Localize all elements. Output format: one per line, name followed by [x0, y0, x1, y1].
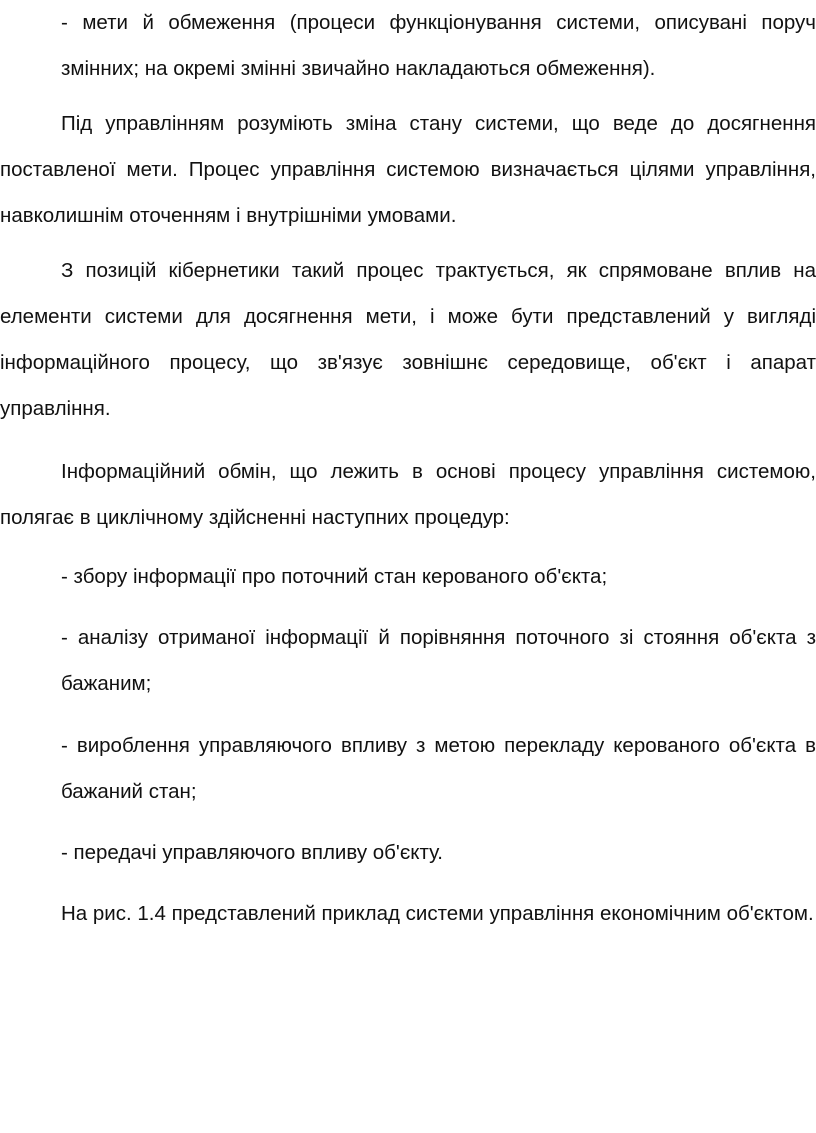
paragraph-information-exchange: Інформаційний обмін, що лежить в основі процесу управління системою, полягає в циклічному здійсненні наступних процедур: [0, 460, 816, 529]
list-item-collect-information: - збору інформації про поточний стан керованого об'єкта; [61, 565, 608, 588]
list-item-produce-control-action: - вироблення управляючого впливу з метою перекладу керованого об'єкта в бажаний стан; [61, 734, 816, 803]
list-item-transmit-control-action: - передачі управляючого впливу об'єкту. [61, 841, 444, 864]
paragraph-goals-and-constraints: - мети й обмеження (процеси функціонування системи, описувані поруч змінних; на окремі змінні звичайно накладаються обмеження). [61, 11, 816, 80]
paragraph-cybernetics-view: З позицій кібернетики такий процес трактується, як спрямоване вплив на елементи системи для досягнення мети, і може бути представлений у вигляді інформаційного процесу, що зв'язує зовнішнє середовище, об'єкт і апарат управління. [0, 259, 816, 420]
paragraph-figure-reference: На рис. 1.4 представлений приклад системи управління економічним об'єктом. [61, 902, 814, 925]
list-item-analyze-information: - аналізу отриманої інформації й порівняння поточного зі стояння об'єкта з бажаним; [61, 626, 816, 695]
paragraph-control-definition: Під управлінням розуміють зміна стану системи, що веде до досягнення поставленої мети. Процес управління системою визначається цілями управління, навколишнім оточенням і внутрішніми умовами. [0, 112, 816, 227]
